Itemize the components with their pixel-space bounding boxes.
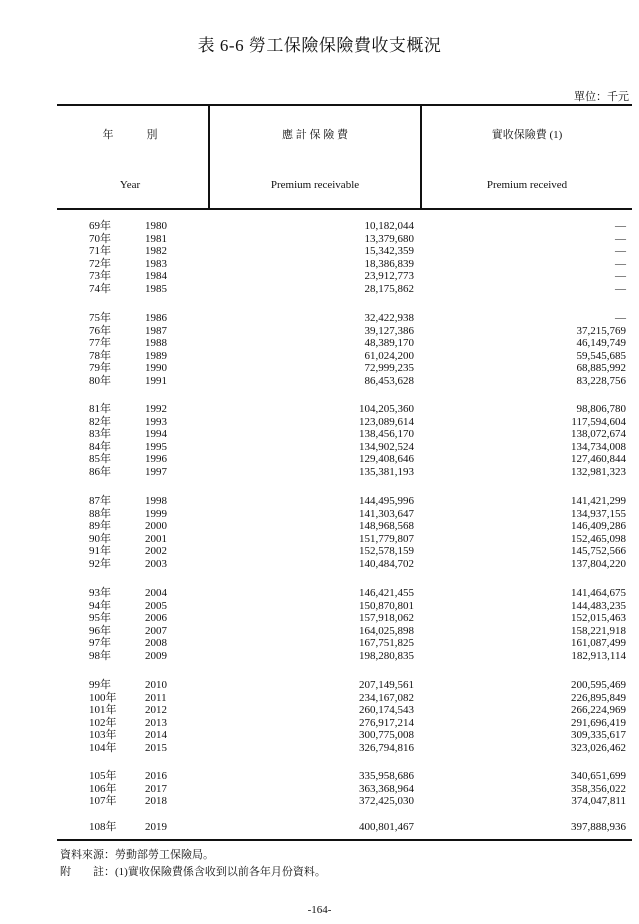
gregorian-year-cell: 2003 <box>145 557 167 570</box>
table-row <box>57 558 632 570</box>
roc-year-cell: 107年 <box>89 795 117 807</box>
roc-year-cell: 74年 <box>89 282 111 295</box>
received-cell: — <box>615 245 626 257</box>
header-received-en: Premium received <box>486 179 568 191</box>
receivable-cell: 23,912,773 <box>364 270 414 282</box>
table-row <box>57 533 632 545</box>
roc-year-cell: 80年 <box>89 374 111 387</box>
receivable-cell: 72,999,235 <box>364 362 414 374</box>
received-cell: 134,734,008 <box>571 440 626 453</box>
receivable-cell: 141,303,647 <box>359 507 414 520</box>
received-cell: 141,421,299 <box>571 495 626 507</box>
table-row <box>57 270 632 282</box>
gregorian-year-cell: 2009 <box>145 649 167 662</box>
table-row <box>57 717 632 729</box>
gregorian-year-cell: 2010 <box>145 679 167 691</box>
receivable-cell: 104,205,360 <box>359 403 414 415</box>
roc-year-cell: 78年 <box>89 349 111 362</box>
received-cell: 358,356,022 <box>571 782 626 795</box>
received-cell: — <box>615 232 626 245</box>
receivable-cell: 167,751,825 <box>359 637 414 649</box>
received-cell: — <box>615 312 626 324</box>
table-row <box>57 258 632 270</box>
receivable-cell: 260,174,543 <box>359 704 414 716</box>
receivable-cell: 39,127,386 <box>364 324 414 337</box>
received-cell: 266,224,969 <box>571 704 626 716</box>
received-cell: 83,228,756 <box>576 374 626 387</box>
table-row <box>57 441 632 453</box>
roc-year-cell: 92年 <box>89 557 111 570</box>
gregorian-year-cell: 1989 <box>145 349 167 362</box>
column-divider-2 <box>420 106 422 209</box>
received-cell: 68,885,992 <box>576 362 626 374</box>
table-row <box>57 637 632 649</box>
receivable-cell: 372,425,030 <box>359 795 414 807</box>
roc-year-cell: 106年 <box>89 782 117 795</box>
received-cell: — <box>615 282 626 295</box>
page-number: -164- <box>307 904 332 916</box>
table-row <box>57 495 632 507</box>
table-row <box>57 337 632 349</box>
roc-year-cell: 95年 <box>89 612 111 624</box>
table-row <box>57 742 632 754</box>
roc-year-cell: 75年 <box>89 312 111 324</box>
table-row <box>57 650 632 662</box>
receivable-cell: 140,484,702 <box>359 557 414 570</box>
received-cell: 46,149,749 <box>576 337 626 349</box>
table-bottom-rule <box>57 839 632 841</box>
gregorian-year-cell: 1983 <box>145 257 167 270</box>
gregorian-year-cell: 2001 <box>145 532 167 545</box>
gregorian-year-cell: 2002 <box>145 545 167 557</box>
table-row <box>57 325 632 337</box>
received-cell: 117,594,604 <box>571 415 626 428</box>
receivable-cell: 326,794,816 <box>359 741 414 754</box>
gregorian-year-cell: 1995 <box>145 440 167 453</box>
header-year-zh: 年 別 <box>102 129 158 141</box>
gregorian-year-cell: 2011 <box>145 691 167 704</box>
column-divider-1 <box>208 106 210 209</box>
roc-year-cell: 73年 <box>89 270 111 282</box>
roc-year-cell: 79年 <box>89 362 111 374</box>
table-row <box>57 783 632 795</box>
receivable-cell: 134,902,524 <box>359 440 414 453</box>
header-receivable-zh: 應 計 保 險 費 <box>282 129 348 141</box>
table-row <box>57 587 632 599</box>
table-row <box>57 312 632 324</box>
table-row <box>57 245 632 257</box>
receivable-cell: 28,175,862 <box>364 282 414 295</box>
roc-year-cell: 69年 <box>89 220 111 232</box>
receivable-cell: 146,421,455 <box>359 587 414 599</box>
gregorian-year-cell: 2013 <box>145 716 167 729</box>
gregorian-year-cell: 2008 <box>145 637 167 649</box>
received-cell: 309,335,617 <box>571 729 626 741</box>
roc-year-cell: 108年 <box>89 821 117 833</box>
received-cell: 374,047,811 <box>571 795 626 807</box>
gregorian-year-cell: 2000 <box>145 520 167 532</box>
gregorian-year-cell: 2015 <box>145 741 167 754</box>
gregorian-year-cell: 2005 <box>145 599 167 612</box>
roc-year-cell: 84年 <box>89 440 111 453</box>
received-cell: 226,895,849 <box>571 691 626 704</box>
received-cell: 37,215,769 <box>576 324 626 337</box>
table-row <box>57 233 632 245</box>
receivable-cell: 129,408,646 <box>359 453 414 465</box>
received-cell: — <box>615 220 626 232</box>
roc-year-cell: 81年 <box>89 403 111 415</box>
header-year-en: Year <box>119 179 141 191</box>
table-row <box>57 508 632 520</box>
receivable-cell: 164,025,898 <box>359 624 414 637</box>
table-row <box>57 729 632 741</box>
header-bottom-rule <box>57 208 632 210</box>
roc-year-cell: 76年 <box>89 324 111 337</box>
roc-year-cell: 94年 <box>89 599 111 612</box>
table-row <box>57 679 632 691</box>
roc-year-cell: 72年 <box>89 257 111 270</box>
gregorian-year-cell: 1984 <box>145 270 167 282</box>
gregorian-year-cell: 1994 <box>145 428 167 440</box>
gregorian-year-cell: 2007 <box>145 624 167 637</box>
table-row <box>57 403 632 415</box>
unit-label: 單位：千元 <box>574 91 629 103</box>
gregorian-year-cell: 1999 <box>145 507 167 520</box>
receivable-cell: 13,379,680 <box>364 232 414 245</box>
received-cell: 200,595,469 <box>571 679 626 691</box>
table-row <box>57 795 632 807</box>
table-row <box>57 821 632 833</box>
roc-year-cell: 85年 <box>89 453 111 465</box>
receivable-cell: 198,280,835 <box>359 649 414 662</box>
table-row <box>57 416 632 428</box>
table-row <box>57 375 632 387</box>
gregorian-year-cell: 1980 <box>145 220 167 232</box>
roc-year-cell: 87年 <box>89 495 111 507</box>
gregorian-year-cell: 1997 <box>145 465 167 478</box>
roc-year-cell: 91年 <box>89 545 111 557</box>
gregorian-year-cell: 1982 <box>145 245 167 257</box>
received-cell: 161,087,499 <box>571 637 626 649</box>
received-cell: 134,937,155 <box>571 507 626 520</box>
receivable-cell: 207,149,561 <box>359 679 414 691</box>
receivable-cell: 363,368,964 <box>359 782 414 795</box>
table-row <box>57 770 632 782</box>
table-row <box>57 220 632 232</box>
received-cell: 98,806,780 <box>576 403 626 415</box>
receivable-cell: 300,775,008 <box>359 729 414 741</box>
received-cell: 138,072,674 <box>571 428 626 440</box>
roc-year-cell: 88年 <box>89 507 111 520</box>
gregorian-year-cell: 2019 <box>145 821 167 833</box>
roc-year-cell: 90年 <box>89 532 111 545</box>
received-cell: 146,409,286 <box>571 520 626 532</box>
receivable-cell: 48,389,170 <box>364 337 414 349</box>
receivable-cell: 61,024,200 <box>364 349 414 362</box>
roc-year-cell: 99年 <box>89 679 111 691</box>
gregorian-year-cell: 1996 <box>145 453 167 465</box>
table-row <box>57 545 632 557</box>
footnote: 附 註：(1)實收保險費係含收到以前各年月份資料。 <box>60 866 326 878</box>
roc-year-cell: 70年 <box>89 232 111 245</box>
gregorian-year-cell: 1990 <box>145 362 167 374</box>
roc-year-cell: 71年 <box>89 245 111 257</box>
receivable-cell: 150,870,801 <box>359 599 414 612</box>
gregorian-year-cell: 1998 <box>145 495 167 507</box>
roc-year-cell: 101年 <box>89 704 117 716</box>
gregorian-year-cell: 2014 <box>145 729 167 741</box>
gregorian-year-cell: 2012 <box>145 704 167 716</box>
roc-year-cell: 89年 <box>89 520 111 532</box>
table-row <box>57 625 632 637</box>
receivable-cell: 86,453,628 <box>364 374 414 387</box>
received-cell: 59,545,685 <box>576 349 626 362</box>
receivable-cell: 276,917,214 <box>359 716 414 729</box>
gregorian-year-cell: 1987 <box>145 324 167 337</box>
page-title: 表 6-6 勞工保險保險費收支概況 <box>197 36 442 55</box>
table-row <box>57 704 632 716</box>
received-cell: — <box>615 270 626 282</box>
received-cell: 137,804,220 <box>571 557 626 570</box>
gregorian-year-cell: 2006 <box>145 612 167 624</box>
received-cell: 291,696,419 <box>571 716 626 729</box>
roc-year-cell: 86年 <box>89 465 111 478</box>
header-received-zh: 實收保險費 (1) <box>491 129 563 141</box>
table-row <box>57 692 632 704</box>
received-cell: 152,015,463 <box>571 612 626 624</box>
roc-year-cell: 96年 <box>89 624 111 637</box>
received-cell: — <box>615 257 626 270</box>
gregorian-year-cell: 1985 <box>145 282 167 295</box>
receivable-cell: 32,422,938 <box>364 312 414 324</box>
table-row <box>57 428 632 440</box>
received-cell: 132,981,323 <box>571 465 626 478</box>
table-row <box>57 520 632 532</box>
roc-year-cell: 102年 <box>89 716 117 729</box>
receivable-cell: 335,958,686 <box>359 770 414 782</box>
receivable-cell: 151,779,807 <box>359 532 414 545</box>
received-cell: 397,888,936 <box>571 821 626 833</box>
table-row <box>57 362 632 374</box>
received-cell: 144,483,235 <box>571 599 626 612</box>
gregorian-year-cell: 2016 <box>145 770 167 782</box>
receivable-cell: 400,801,467 <box>359 821 414 833</box>
gregorian-year-cell: 2017 <box>145 782 167 795</box>
gregorian-year-cell: 1986 <box>145 312 167 324</box>
received-cell: 127,460,844 <box>571 453 626 465</box>
roc-year-cell: 103年 <box>89 729 117 741</box>
received-cell: 158,221,918 <box>571 624 626 637</box>
table-row <box>57 466 632 478</box>
gregorian-year-cell: 1981 <box>145 232 167 245</box>
receivable-cell: 152,578,159 <box>359 545 414 557</box>
roc-year-cell: 82年 <box>89 415 111 428</box>
received-cell: 141,464,675 <box>571 587 626 599</box>
roc-year-cell: 100年 <box>89 691 117 704</box>
roc-year-cell: 83年 <box>89 428 111 440</box>
roc-year-cell: 105年 <box>89 770 117 782</box>
roc-year-cell: 93年 <box>89 587 111 599</box>
table-row <box>57 350 632 362</box>
table-row <box>57 283 632 295</box>
table-row <box>57 600 632 612</box>
roc-year-cell: 98年 <box>89 649 111 662</box>
received-cell: 145,752,566 <box>571 545 626 557</box>
roc-year-cell: 97年 <box>89 637 111 649</box>
gregorian-year-cell: 1991 <box>145 374 167 387</box>
header-receivable-en: Premium receivable <box>270 179 360 191</box>
received-cell: 152,465,098 <box>571 532 626 545</box>
table-row <box>57 453 632 465</box>
roc-year-cell: 77年 <box>89 337 111 349</box>
receivable-cell: 123,089,614 <box>359 415 414 428</box>
table-row <box>57 612 632 624</box>
gregorian-year-cell: 1993 <box>145 415 167 428</box>
source-note: 資料來源：勞動部勞工保險局。 <box>60 849 214 861</box>
table-top-rule <box>57 104 632 106</box>
receivable-cell: 148,968,568 <box>359 520 414 532</box>
receivable-cell: 138,456,170 <box>359 428 414 440</box>
receivable-cell: 18,386,839 <box>364 257 414 270</box>
roc-year-cell: 104年 <box>89 741 117 754</box>
gregorian-year-cell: 1988 <box>145 337 167 349</box>
receivable-cell: 135,381,193 <box>359 465 414 478</box>
receivable-cell: 15,342,359 <box>364 245 414 257</box>
gregorian-year-cell: 1992 <box>145 403 167 415</box>
gregorian-year-cell: 2018 <box>145 795 167 807</box>
received-cell: 340,651,699 <box>571 770 626 782</box>
receivable-cell: 10,182,044 <box>364 220 414 232</box>
received-cell: 323,026,462 <box>571 741 626 754</box>
received-cell: 182,913,114 <box>571 649 626 662</box>
receivable-cell: 157,918,062 <box>359 612 414 624</box>
gregorian-year-cell: 2004 <box>145 587 167 599</box>
receivable-cell: 234,167,082 <box>359 691 414 704</box>
receivable-cell: 144,495,996 <box>359 495 414 507</box>
